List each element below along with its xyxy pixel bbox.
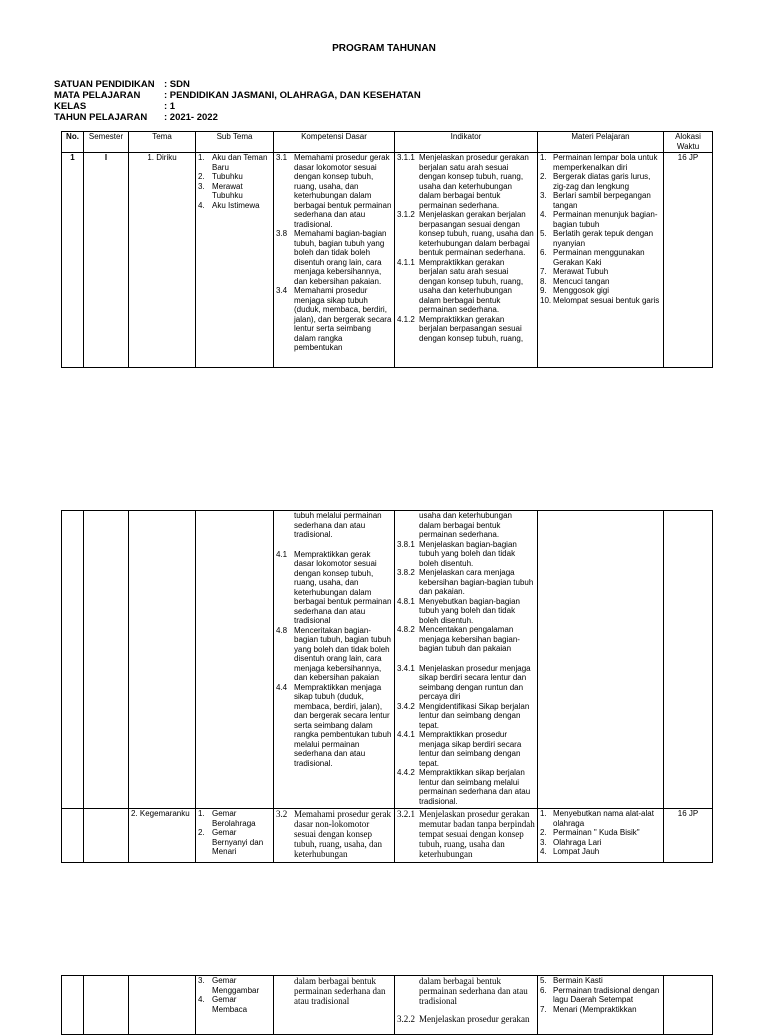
list-item — [397, 1014, 535, 1024]
info-row — [54, 90, 421, 101]
list-item — [540, 277, 661, 287]
item-number: 4.1 — [276, 549, 288, 559]
indikator-list — [397, 540, 535, 654]
list-item — [397, 568, 535, 597]
info-label: SATUAN PENDIDIKAN — [54, 79, 155, 90]
info-row — [54, 79, 421, 90]
item-text: Merawat Tubuh — [553, 267, 609, 276]
cell-tema: 2. Kegemaranku — [129, 809, 196, 863]
item-number: 4. — [198, 995, 205, 1004]
table-row — [62, 976, 713, 1035]
item-number: 2. — [198, 828, 205, 837]
item-number: 4.1.1 — [397, 257, 415, 267]
header-tema: Tema — [129, 132, 196, 153]
item-number: 3. — [198, 181, 205, 191]
list-item — [540, 828, 661, 838]
kd-continuation: dalam berbagai bentuk permainan sederhana dan atau tradisional — [294, 976, 386, 1006]
item-number: 3.8.2 — [397, 568, 415, 577]
cell-semester — [84, 809, 129, 863]
item-number: 4.1.2 — [397, 314, 415, 324]
kd-list — [276, 809, 392, 859]
list-item — [540, 210, 661, 229]
item-number: 8. — [540, 276, 547, 286]
header-indikator: Indikator — [395, 132, 538, 153]
kd-continuation: tubuh melalui permainan sederhana dan atau tradisional. — [294, 511, 382, 539]
item-number: 6. — [540, 248, 547, 257]
item-text: Gemar Berolahraga — [212, 809, 256, 828]
cell-indikator — [395, 511, 538, 809]
item-text: Mencuci tangan — [553, 276, 610, 286]
item-number: 3.4.1 — [397, 663, 415, 673]
list-item — [397, 730, 535, 768]
list-item — [540, 847, 661, 857]
item-text: Aku Istimewa — [212, 200, 260, 210]
item-text: Menari (Mempraktikkan — [553, 1004, 637, 1014]
item-text: Berlatih gerak tepuk dengan nyanyian — [553, 229, 654, 248]
header-materi: Materi Pelajaran — [538, 132, 664, 153]
item-text: Menjelaskan cara menjaga kebersihan bagian-bagian tubuh dan pakaian. — [419, 568, 534, 596]
item-text: Olahraga Lari — [553, 837, 602, 847]
table-row — [62, 511, 713, 809]
document-title: PROGRAM TAHUNAN — [332, 43, 436, 54]
item-number: 5. — [540, 229, 547, 238]
list-item — [198, 201, 271, 211]
cell-kompetensi-dasar — [274, 153, 395, 368]
item-number: 3.2.1 — [397, 809, 415, 819]
list-item — [276, 683, 392, 769]
item-number: 10. — [540, 295, 552, 305]
list-item — [397, 625, 535, 654]
item-text: Gemar Membaca — [212, 995, 248, 1014]
list-item — [540, 248, 661, 267]
list-item — [276, 626, 392, 683]
item-text: Menyebutkan bagian-bagian tubuh yang boleh dan tidak boleh disentuh. — [419, 596, 520, 625]
kd-list — [276, 550, 392, 769]
list-item — [198, 976, 271, 995]
item-text: Lompat Jauh — [553, 847, 600, 856]
item-number: 4. — [540, 210, 547, 219]
item-number: 3. — [198, 976, 205, 985]
cell-subtema — [196, 809, 274, 863]
kd-list — [276, 153, 392, 353]
cell-no — [62, 809, 84, 863]
list-item — [198, 809, 271, 828]
item-number: 4.8.2 — [397, 625, 415, 634]
cell-no: 1 — [62, 153, 84, 368]
program-table-page-2 — [61, 510, 713, 863]
materi-list — [540, 809, 661, 857]
cell-materi — [538, 976, 664, 1035]
cell-alokasi — [664, 511, 713, 809]
list-item — [397, 809, 535, 859]
indikator-list — [397, 1014, 535, 1024]
item-text: Menjelaskan bagian-bagian tubuh yang boleh dan tidak boleh disentuh. — [419, 539, 517, 568]
list-item — [397, 664, 535, 702]
document-info — [54, 79, 421, 123]
item-text: Menjelaskan prosedur gerakan berjalan satu arah sesuai dengan konsep tubuh, ruang, usaha dan keterhubungan dalam berbagai bentuk permainan sederhana. — [419, 153, 529, 210]
item-text: Permainan tradisional dengan lagu Daerah Setempat — [553, 985, 660, 1004]
list-item — [276, 550, 392, 626]
item-number: 3.2 — [276, 809, 288, 819]
info-value: : 2021- 2022 — [164, 112, 218, 123]
info-row — [54, 101, 421, 112]
item-text: Menceritakan bagian-bagian tubuh, bagian tubuh yang boleh dan tidak boleh disentuh orang lain, cara menjaga kebersihannya, dan kebersihan pakaian — [294, 625, 391, 682]
item-number: 4.8 — [276, 625, 288, 635]
list-item — [540, 986, 661, 1005]
list-item — [397, 768, 535, 806]
list-item — [198, 153, 271, 172]
item-number: 3. — [540, 191, 547, 200]
list-item — [540, 296, 661, 306]
item-text: Mempraktikkan menjaga sikap tubuh (duduk, membaca, berdiri, jalan), dan bergerak secara lentur serta seimbang dalam rangka pembentukan tubuh melalui permainan sederhana dan atau tradisional. — [294, 682, 392, 768]
item-number: 3.4 — [276, 286, 288, 295]
item-number: 5. — [540, 976, 547, 985]
item-text: Menjelaskan prosedur menjaga sikap berdiri secara lentur dan seimbang dengan runtun dan percaya diri — [419, 663, 531, 701]
item-text: Berlari sambil berpegangan tangan — [553, 191, 651, 210]
list-item — [540, 191, 661, 210]
cell-kompetensi-dasar — [274, 976, 395, 1035]
item-text: Permainan " Kuda Bisik" — [553, 828, 640, 837]
table-header-row — [62, 132, 713, 153]
cell-indikator — [395, 153, 538, 368]
item-number: 3.8 — [276, 229, 288, 238]
subtema-list — [198, 976, 271, 1014]
list-item — [198, 172, 271, 182]
item-text: Memahami bagian-bagian tubuh, bagian tubuh yang boleh dan tidak boleh disentuh orang lain, cara menjaga kebersihannya, dan kebersihan pakaian. — [294, 229, 387, 286]
cell-no — [62, 976, 84, 1035]
item-number: 7. — [540, 267, 547, 276]
item-text: Permainan menunjuk bagian-bagian tubuh — [553, 210, 658, 229]
item-text: Gemar Menggambar — [212, 976, 260, 995]
item-text: Bermain Kasti — [553, 976, 603, 985]
info-row — [54, 112, 421, 123]
header-no: No. — [62, 132, 84, 153]
list-item — [397, 702, 535, 731]
item-number: 2. — [540, 172, 547, 181]
cell-subtema — [196, 511, 274, 809]
cell-materi — [538, 511, 664, 809]
item-text: Gemar Bernyanyi dan Menari — [212, 828, 264, 856]
list-item — [540, 976, 661, 986]
item-text: Menggosok gigi — [553, 286, 610, 295]
list-item — [397, 258, 535, 315]
list-item — [276, 153, 392, 229]
list-item — [276, 809, 392, 859]
item-number: 6. — [540, 985, 547, 995]
item-number: 9. — [540, 286, 547, 295]
list-item — [540, 838, 661, 848]
item-number: 3. — [540, 837, 547, 847]
header-kompetensi-dasar: Kompetensi Dasar — [274, 132, 395, 153]
item-text: Bergerak diatas garis lurus, zig-zag dan lengkung — [553, 172, 651, 191]
cell-indikator — [395, 976, 538, 1035]
indikator-continuation: usaha dan keterhubungan dalam berbagai bentuk permainan sederhana. — [419, 511, 512, 539]
item-number: 3.1 — [276, 153, 288, 162]
indikator-continuation: dalam berbagai bentuk permainan sederhana dan atau tradisional — [419, 976, 528, 1006]
cell-alokasi: 16 JP — [664, 153, 713, 368]
subtema-list — [198, 809, 271, 857]
list-item — [198, 995, 271, 1014]
table-row — [62, 809, 713, 863]
item-number: 3.1.2 — [397, 210, 415, 219]
info-label: KELAS — [54, 101, 87, 112]
list-item — [540, 286, 661, 296]
item-number: 1. — [540, 809, 547, 818]
cell-indikator — [395, 809, 538, 863]
item-number: 4.8.1 — [397, 596, 415, 606]
item-text: Menjelaskan prosedur gerakan memutar badan tanpa berpindah tempat sesuai dengan konsep tubuh, ruang, usaha dan keterhubungan — [419, 809, 535, 859]
cell-tema — [129, 976, 196, 1035]
program-table-page-3 — [61, 975, 713, 1035]
list-item — [198, 828, 271, 857]
info-value: : SDN — [164, 79, 190, 90]
cell-kompetensi-dasar — [274, 809, 395, 863]
list-item — [540, 229, 661, 248]
list-item — [540, 172, 661, 191]
table-row — [62, 153, 713, 368]
list-item — [540, 267, 661, 277]
item-number: 1. — [198, 809, 205, 818]
cell-materi — [538, 809, 664, 863]
list-item — [397, 540, 535, 569]
cell-tema — [129, 511, 196, 809]
item-number: 4.4.2 — [397, 768, 415, 777]
item-number: 3.2.2 — [397, 1014, 415, 1024]
item-number: 3.8.1 — [397, 539, 415, 549]
header-subtema: Sub Tema — [196, 132, 274, 153]
indikator-list — [397, 809, 535, 859]
item-number: 1. — [540, 153, 547, 162]
item-text: Tubuhku — [212, 172, 243, 181]
item-number: 2. — [540, 828, 547, 837]
cell-alokasi — [664, 976, 713, 1035]
list-item — [397, 153, 535, 210]
item-number: 3.4.2 — [397, 701, 415, 711]
header-semester: Semester — [84, 132, 129, 153]
item-text: Mempraktikkan sikap berjalan lentur dan seimbang melalui permainan sederhana dan atau tradisional. — [419, 768, 531, 806]
item-text: Mempraktikkan prosedur menjaga sikap berdiri secara lentur dan seimbang dengan tepat. — [419, 730, 522, 768]
cell-semester — [84, 511, 129, 809]
cell-semester: I — [84, 153, 129, 368]
item-text: Permainan lempar bola untuk memperkenalkan diri — [553, 153, 658, 172]
cell-materi — [538, 153, 664, 368]
list-item — [540, 1005, 661, 1015]
item-number: 4.4 — [276, 682, 288, 692]
item-text: Menjelaskan prosedur gerakan — [419, 1014, 530, 1024]
indikator-list — [397, 664, 535, 807]
item-text: Menyebutkan nama alat-alat olahraga — [553, 809, 654, 828]
materi-list — [540, 976, 661, 1014]
item-text: Melompat sesuai bentuk garis — [553, 295, 660, 305]
info-label: MATA PELAJARAN — [54, 90, 141, 101]
item-number: 1. — [198, 153, 205, 162]
item-number: 7. — [540, 1004, 547, 1014]
list-item — [540, 809, 661, 828]
cell-semester — [84, 976, 129, 1035]
cell-subtema — [196, 976, 274, 1035]
list-item — [540, 153, 661, 172]
list-item — [397, 315, 535, 344]
item-text: Memahami prosedur gerak dasar lokomotor sesuai dengan konsep tubuh, ruang, usaha, dan keterhubungan dalam berbagai bentuk permainan sederhana dan atau tradisional. — [294, 153, 392, 229]
item-text: Memahami prosedur gerak dasar non-lokomotor sesuai dengan konsep tubuh, ruang, usaha, dan keterhubungan — [294, 809, 391, 859]
item-text: Mengidentifikasi Sikap berjalan lentur dan seimbang dengan tepat. — [419, 701, 530, 730]
item-number: 4. — [198, 200, 205, 210]
item-text: Mempraktikkan gerakan berjalan berpasangan sesuai dengan konsep tubuh, ruang, — [419, 314, 524, 343]
list-item — [397, 210, 535, 258]
cell-kompetensi-dasar — [274, 511, 395, 809]
list-item — [276, 286, 392, 353]
materi-list — [540, 153, 661, 305]
cell-no — [62, 511, 84, 809]
list-item — [397, 597, 535, 626]
item-number: 3.1.1 — [397, 153, 415, 162]
cell-alokasi: 16 JP — [664, 809, 713, 863]
indikator-list — [397, 153, 535, 343]
subtema-list — [198, 153, 271, 210]
list-item — [198, 182, 271, 201]
info-label: TAHUN PELAJARAN — [54, 112, 148, 123]
item-text: Menjelaskan gerakan berjalan berpasangan sesuai dengan konsep tubuh, ruang, usaha dan keterhubungan dalam berbagai bentuk permainan sederhana. — [419, 210, 534, 257]
item-text: Memahami prosedur menjaga sikap tubuh (duduk, membaca, berdiri, jalan), dan bergerak secara lentur serta seimbang dalam rangka pembentukan — [294, 286, 392, 352]
item-text: Mempraktikkan gerakan berjalan satu arah sesuai dengan konsep tubuh, ruang, usaha dan keterhubungan dalam berbagai bentuk permainan sederhana. — [419, 257, 524, 314]
list-item — [276, 229, 392, 286]
item-text: Merawat Tubuhku — [212, 181, 243, 200]
item-number: 2. — [198, 172, 205, 181]
item-text: Aku dan Teman Baru — [212, 153, 268, 172]
info-value: : PENDIDIKAN JASMANI, OLAHRAGA, DAN KESEHATAN — [164, 90, 421, 101]
item-text: Mempraktikkan gerak dasar lokomotor sesuai dengan konsep tubuh, ruang, usaha, dan keterhubungan dalam berbagai bentuk permainan sederhana dan atau tradisional — [294, 549, 392, 625]
item-number: 4.4.1 — [397, 730, 415, 739]
item-text: Permainan menggunakan Gerakan Kaki — [553, 248, 645, 267]
item-text: Mencentakan pengalaman menjaga kebersihan bagian-bagian tubuh dan pakaian — [419, 625, 520, 653]
program-table-page-1 — [61, 131, 713, 368]
item-number: 4. — [540, 847, 547, 856]
header-alokasi: Alokasi Waktu — [664, 132, 713, 153]
cell-subtema — [196, 153, 274, 368]
info-value: : 1 — [164, 101, 176, 112]
cell-tema: 1. Diriku — [129, 153, 196, 368]
